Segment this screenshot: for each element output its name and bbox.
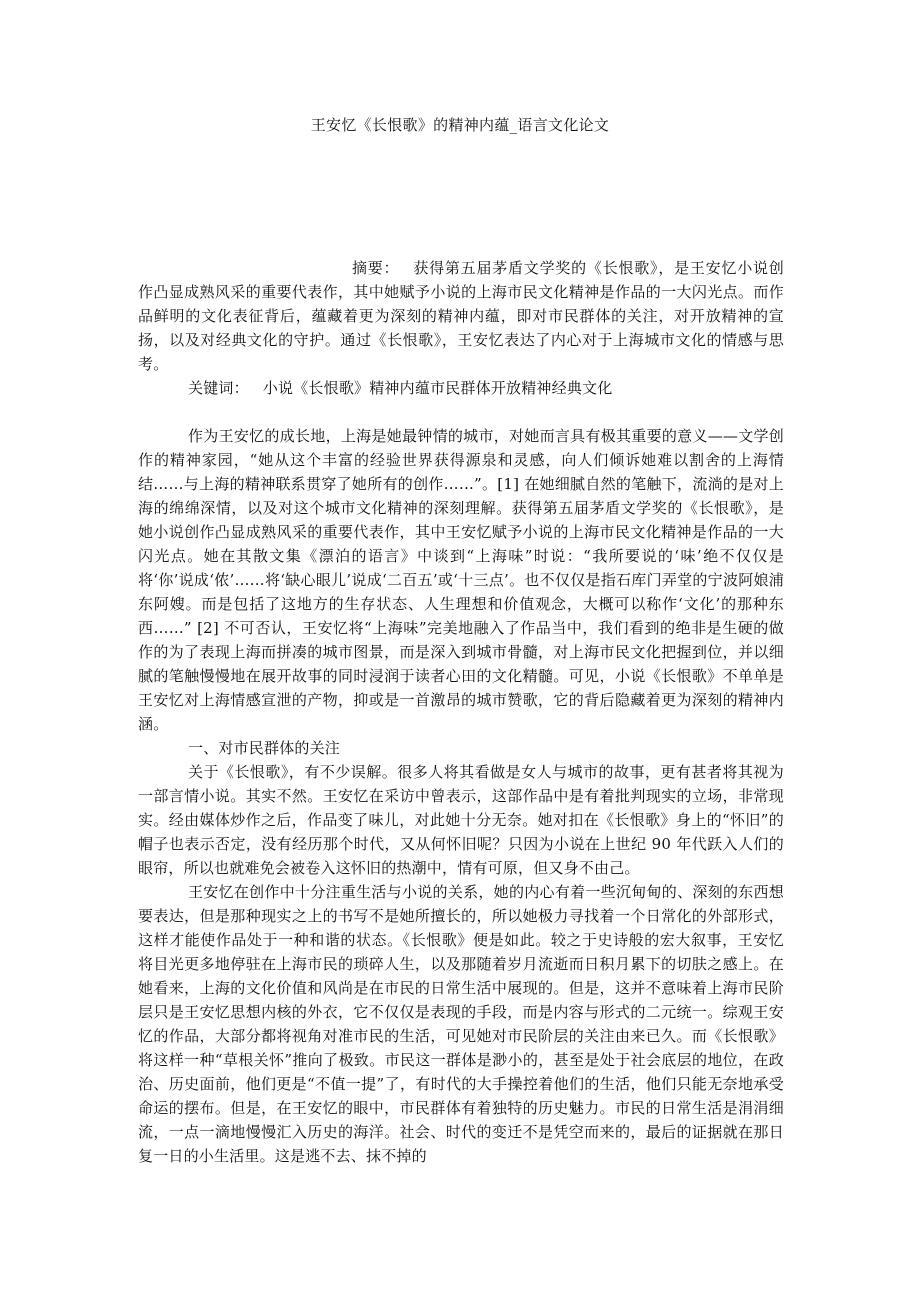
keywords-label: 关键词：: [188, 379, 249, 397]
document-title: 王安忆《长恨歌》的精神内蕴_语言文化论文: [310, 116, 610, 134]
abstract-label: 摘要：: [352, 259, 400, 277]
keywords-text: 小说《长恨歌》精神内蕴市民群体开放精神经典文化: [262, 379, 613, 397]
body-paragraph: 王安忆在创作中十分注重生活与小说的关系，她的内心有着一些沉甸甸的、深刻的东西想要表达，但是那种现实之上的书写不是她所擅长的，所以她极力寻找着一个日常化的外部形式，这样才能使作品处于一种和谐的状态。《长恨歌》便是如此。较之于史诗般的宏大叙事，王安忆将目光更多地停驻在上海市民的琐碎人生，以及那随着岁月流逝而日积月累下的切肤之感上。在她看来，上海的文化价值和风尚是在市民的日常生活中展现的。但是，这并不意味着上海市民阶层只是王安忆思想内核的外衣，它不仅仅是表现的手段，而是内容与形式的二元统一。综观王安忆的作品，大部分都将视角对准市民的生活，可见她对市民阶层的关注由来已久。而《长恨歌》将这样一种“草根关怀”推向了极致。市民这一群体是渺小的，甚至是处于社会底层的地位，在政治、历史面前，他们更是“不值一提”了，有时代的大手操控着他们的生活，他们只能无奈地承受命运的摆布。但是，在王安忆的眼中，市民群体有着独特的历史魅力。市民的日常生活是涓涓细流，一点一滴地慢慢汇入历史的海洋。社会、时代的变迁不是凭空而来的，最后的证据就在那日复一日的小生活里。这是逃不去、抹不掉的: [138, 883, 784, 1165]
body-paragraph: 关于《长恨歌》，有不少误解。很多人将其看做是女人与城市的故事，更有甚者将其视为一部言情小说。其实不然。王安忆在采访中曾表示，这部作品中是有着批判现实的立场，非常现实。经由媒体炒作之后，作品变了味儿，对此她十分无奈。她对扣在《长恨歌》身上的“怀旧”的帽子也表示否定，没有经历那个时代，又从何怀旧呢？只因为小说在上世纪 90 年代跃入人们的眼帘，所以也就难免会被卷入这怀旧的热潮中，情有可原，但又身不由己。: [138, 763, 784, 877]
abstract-block: [138, 256, 784, 400]
keywords-paragraph: [138, 376, 784, 400]
main-body: [138, 424, 784, 1168]
body-paragraph: 作为王安忆的成长地，上海是她最钟情的城市，对她而言具有极其重要的意义——文学创作的精神家园，“她从这个丰富的经验世界获得源泉和灵感，向人们倾诉她难以割舍的上海情结……与上海的精神联系贯穿了她所有的创作……”。[1] 在她细腻自然的笔触下，流淌的是对上海的绵绵深情，以及对这个城市文化精神的深刻理解。获得第五届茅盾文学奖的《长恨歌》，是她小说创作凸显成熟风采的重要代表作，其中王安忆赋予小说的上海市民文化精神是作品的一大闪光点。她在其散文集《漂泊的语言》中谈到“上海味”时说：“我所要说的‘味’绝不仅仅是将‘你’说成‘侬’……将‘缺心眼儿’说成‘二百五’或‘十三点’。也不仅仅是指石库门弄堂的宁波阿娘浦东阿嫂。而是包括了这地方的生存状态、人生理想和价值观念，大概可以称作‘文化’的那种东西……” [2] 不可否认，王安忆将“上海味”完美地融入了作品当中，我们看到的绝非是生硬的做作的为了表现上海而拼凑的城市图景，而是深入到城市骨髓，对上海市民文化把握到位，并以细腻的笔触慢慢地在展开故事的同时浸润于读者心田的文化精髓。可见，小说《长恨歌》不单单是王安忆对上海情感宣泄的产物，抑或是一首激昂的城市赞歌，它的背后隐藏着更为深刻的精神内涵。: [138, 427, 784, 733]
abstract-paragraph: [138, 256, 784, 376]
abstract-text: 获得第五届茅盾文学奖的《长恨歌》，是王安忆小说创作凸显成熟风采的重要代表作，其中她赋予小说的上海市民文化精神是作品的一大闪光点。而作品鲜明的文化表征背后，蕴藏着更为深刻的精神内蕴，即对市民群体的关注，对开放精神的宣扬，以及对经典文化的守护。通过《长恨歌》，王安忆表达了内心对于上海城市文化的情感与思考。: [138, 259, 784, 373]
section-heading: 一、对市民群体的关注: [188, 739, 341, 757]
